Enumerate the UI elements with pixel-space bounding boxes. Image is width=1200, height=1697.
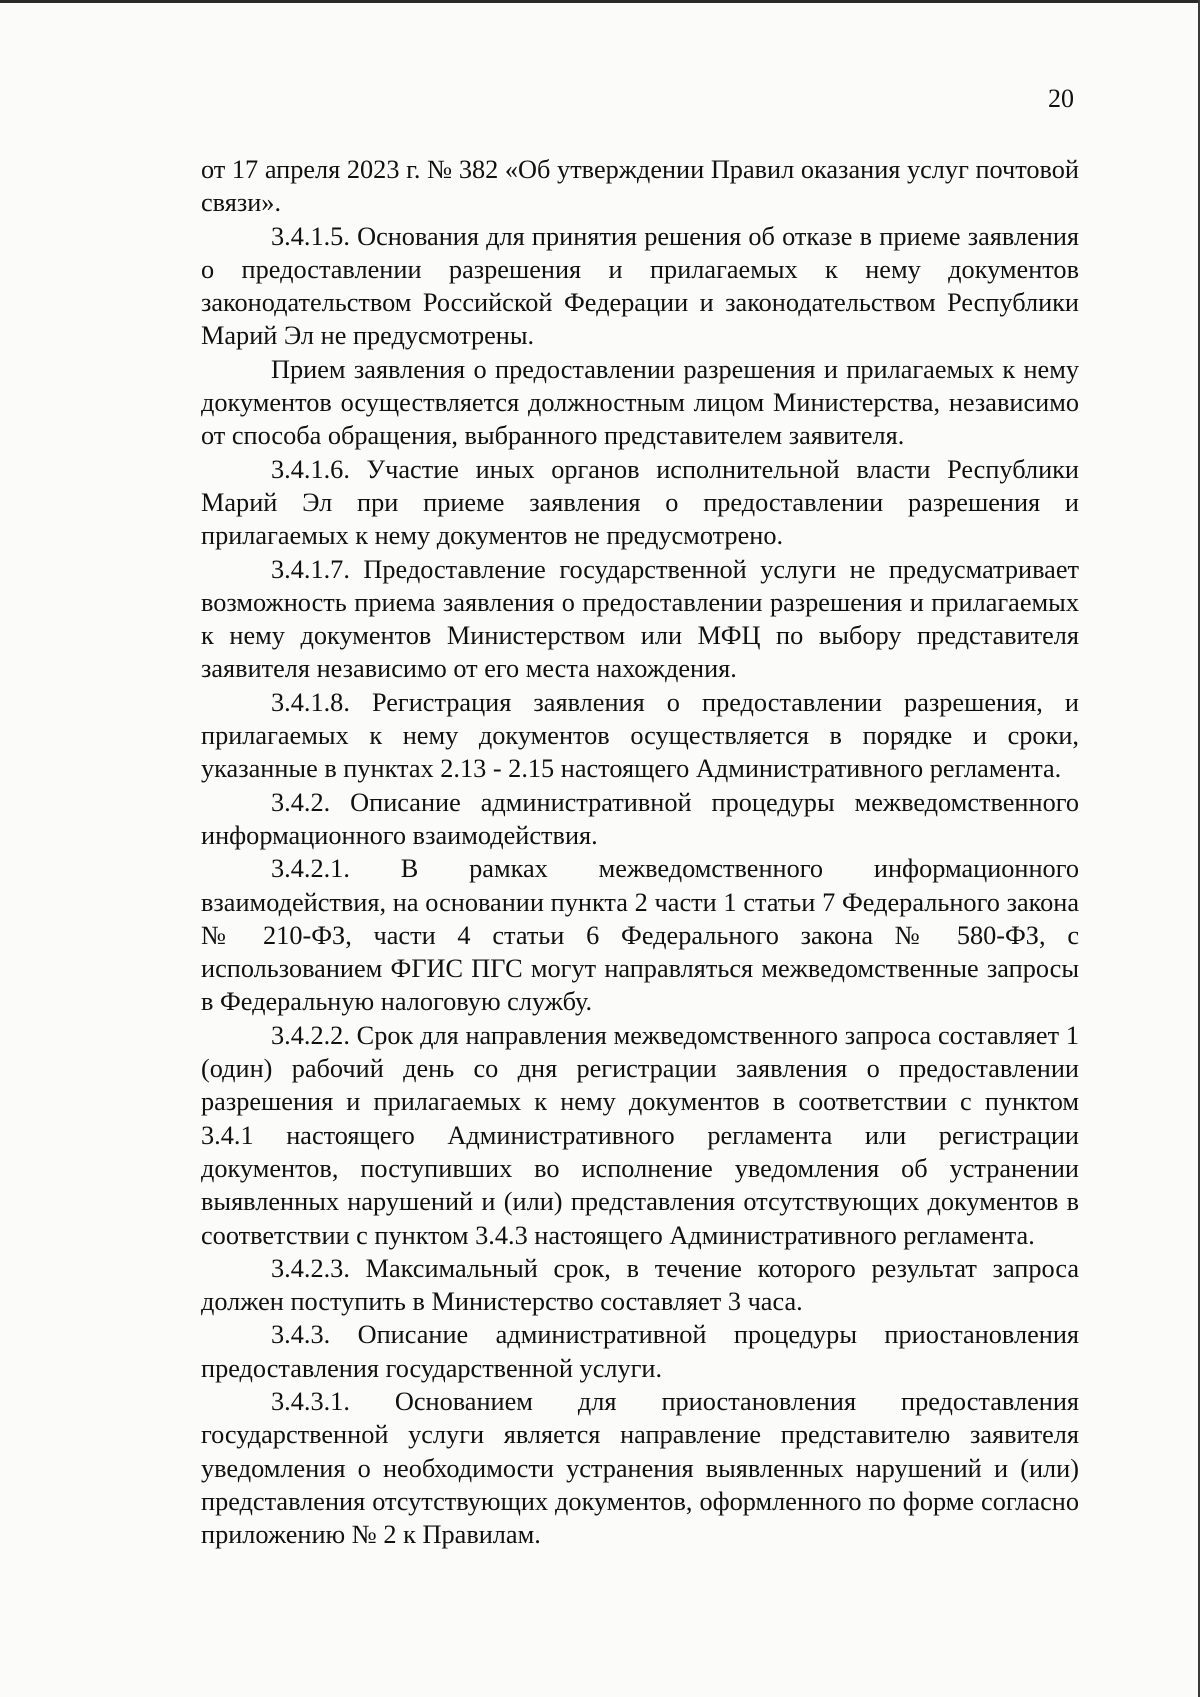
paragraph-continuation: от 17 апреля 2023 г. № 382 «Об утверждении Правил оказания услуг почтовой связи». [201, 155, 1079, 218]
paragraph-3-4-3-1: 3.4.3.1. Основанием для приостановления предоставления государственной услуги является направление представителю заявителя уведомления о необходимости устранения выявленных нарушений и (или) представления отсутствующих документов, оформленного по форме согласно приложению № 2 к Правилам. [201, 1386, 1079, 1550]
paragraph-3-4-1-7: 3.4.1.7. Предоставление государственной услуги не предусматривает возможность приема заявления о предоставлении разрешения и прилагаемых к нему документов Министерством или МФЦ по выбору представителя заявителя независимо от его места нахождения. [201, 554, 1079, 684]
paragraph-3-4-2-3: 3.4.2.3. Максимальный срок, в течение которого результат запроса должен поступить в Министерство составляет 3 часа. [201, 1253, 1079, 1317]
paragraph-3-4-1-8: 3.4.1.8. Регистрация заявления о предоставлении разрешения, и прилагаемых к нему документов осуществляется в порядке и сроки, указанные в пунктах 2.13 - 2.15 настоящего Административного регламента. [201, 687, 1079, 784]
scan-top-edge [0, 0, 1200, 3]
paragraph-application-acceptance: Прием заявления о предоставлении разрешения и прилагаемых к нему документов осуществляется должностным лицом Министерства, независимо от способа обращения, выбранного представителем заявителя. [201, 354, 1079, 451]
page-number: 20 [1048, 84, 1074, 113]
paragraph-3-4-1-5: 3.4.1.5. Основания для принятия решения об отказе в приеме заявления о предоставлении разрешения и прилагаемых к нему документов законодательством Российской Федерации и законодательством Республики Марий Эл не предусмотрены. [201, 221, 1079, 351]
paragraph-3-4-2: 3.4.2. Описание административной процедуры межведомственного информационного взаимодействия. [201, 787, 1079, 850]
document-body [201, 153, 1079, 1551]
paragraph-3-4-2-2: 3.4.2.2. Срок для направления межведомственного запроса составляет 1 (один) рабочий день со дня регистрации заявления о предоставлении разрешения и прилагаемых к нему документов в соответствии с пунктом 3.4.1 настоящего Административного регламента или регистрации документов, поступивших во исполнение уведомления об устранении выявленных нарушений и (или) представления отсутствующих документов в соответствии с пунктом 3.4.3 настоящего Административного регламента. [201, 1020, 1079, 1250]
paragraph-3-4-1-6: 3.4.1.6. Участие иных органов исполнительной власти Республики Марий Эл при приеме заявления о предоставлении разрешения и прилагаемых к нему документов не предусмотрено. [201, 454, 1079, 551]
paragraph-3-4-3: 3.4.3. Описание административной процедуры приостановления предоставления государственной услуги. [201, 1320, 1079, 1383]
paragraph-3-4-2-1: 3.4.2.1. В рамках межведомственного информационного взаимодействия, на основании пункта 2 части 1 статьи 7 Федерального закона № 210-ФЗ, части 4 статьи 6 Федерального закона № 580-ФЗ, с использованием ФГИС ПГС могут направляться межведомственные запросы в Федеральную налоговую службу. [201, 854, 1079, 1017]
